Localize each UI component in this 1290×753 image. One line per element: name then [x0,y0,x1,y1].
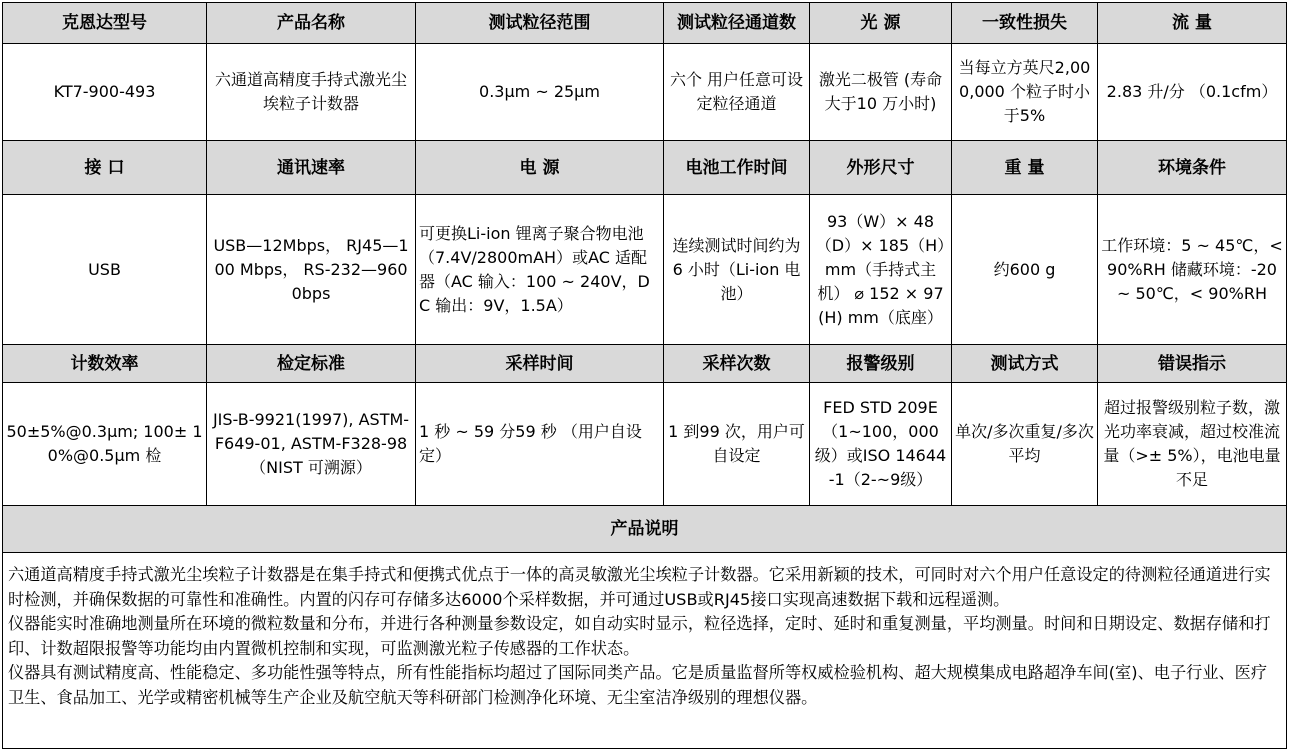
description-paragraph-1: 六通道高精度手持式激光尘埃粒子计数器是在集手持式和便携式优点于一体的高灵敏激光尘埃粒子计数器。它采用新颖的技术，可同时对六个用户任意设定的待测粒径通道进行实时检测，并确保数据的可靠性和准确性。内置的闪存可存储多达6000个采样数据，并可通过USB或RJ45接口实现高速数据下载和远程遥测。 [8,565,1271,609]
value-weight: 约600 g [952,195,1098,345]
description-body [3,553,1287,749]
value-row-2 [3,195,1287,345]
header-comm-speed: 通讯速率 [207,141,416,195]
header-interface: 接 口 [3,141,207,195]
value-power: 可更换Li-ion 锂离子聚合物电池（7.4V/2800mAH）或AC 适配器（AC 输入：100 ~ 240V，DC 输出：9V，1.5A） [416,195,664,345]
header-product-name: 产品名称 [207,3,416,44]
header-battery-time: 电池工作时间 [664,141,810,195]
header-channel-count: 测试粒径通道数 [664,3,810,44]
value-test-mode: 单次/多次重复/多次平均 [952,383,1098,506]
header-row-2 [3,141,1287,195]
value-coincidence-loss: 当每立方英尺2,000,000 个粒子时小于5% [952,44,1098,141]
header-row-1 [3,3,1287,44]
value-alarm-level: FED STD 209E （1~100，000级）或ISO 14644-1（2-~9级） [810,383,952,506]
description-paragraph-2: 仪器能实时准确地测量所在环境的微粒数量和分布，并进行各种测量参数设定，如自动实时显示，粒径选择，定时、延时和重复测量，平均测量。时间和日期设定、数据存储和打印、计数超限报警等功能均由内置微机控制和实现，可监测激光粒子传感器的工作状态。 [8,614,1271,658]
spec-table [2,2,1287,749]
value-flow-rate: 2.83 升/分 （0.1cfm） [1098,44,1287,141]
header-model: 克恩达型号 [3,3,207,44]
header-light-source: 光 源 [810,3,952,44]
value-row-3 [3,383,1287,506]
value-sample-count: 1 到99 次，用户可自设定 [664,383,810,506]
description-body-row [3,553,1287,749]
value-comm-speed: USB—12Mbps， RJ45—100 Mbps， RS-232—9600bps [207,195,416,345]
header-dimensions: 外形尺寸 [810,141,952,195]
value-battery-time: 连续测试时间约为 6 小时（Li-ion 电池） [664,195,810,345]
value-counting-efficiency: 50±5%@0.3μm; 100± 10%@0.5μm 检 [3,383,207,506]
value-model: KT7-900-493 [3,44,207,141]
value-light-source: 激光二极管 (寿命大于10 万小时) [810,44,952,141]
value-product-name: 六通道高精度手持式激光尘埃粒子计数器 [207,44,416,141]
header-flow-rate: 流 量 [1098,3,1287,44]
header-row-3 [3,345,1287,383]
value-error-indication: 超过报警级别粒子数，激光功率衰减，超过校准流量（>± 5%），电池电量不足 [1098,383,1287,506]
value-interface: USB [3,195,207,345]
description-paragraph-3: 仪器具有测试精度高、性能稳定、多功能性强等特点，所有性能指标均超过了国际同类产品。它是质量监督所等权威检验机构、超大规模集成电路超净车间(室)、电子行业、医疗卫生、食品加工、光学或精密机械等生产企业及航空航天等科研部门检测净化环境、无尘室洁净级别的理想仪器。 [8,663,1268,707]
header-sample-count: 采样次数 [664,345,810,383]
header-coincidence-loss: 一致性损失 [952,3,1098,44]
value-sample-time: 1 秒 ~ 59 分59 秒 （用户自设定） [416,383,664,506]
header-environment: 环境条件 [1098,141,1287,195]
header-weight: 重 量 [952,141,1098,195]
header-test-mode: 测试方式 [952,345,1098,383]
header-sample-time: 采样时间 [416,345,664,383]
header-power: 电 源 [416,141,664,195]
header-alarm-level: 报警级别 [810,345,952,383]
header-calibration-standard: 检定标准 [207,345,416,383]
value-size-range: 0.3μm ~ 25μm [416,44,664,141]
value-calibration-standard: JIS-B-9921(1997), ASTM-F649-01, ASTM-F328-98 （NIST 可溯源） [207,383,416,506]
header-counting-efficiency: 计数效率 [3,345,207,383]
value-environment: 工作环境：5 ~ 45℃，< 90%RH 储藏环境：-20 ~ 50℃，< 90%RH [1098,195,1287,345]
header-size-range: 测试粒径范围 [416,3,664,44]
value-dimensions: 93（W）× 48（D）× 185（H）mm（手持式主机） ⌀ 152 × 97 (H) mm（底座） [810,195,952,345]
description-title: 产品说明 [3,506,1287,553]
value-channel-count: 六个 用户任意可设定粒径通道 [664,44,810,141]
description-header-row [3,506,1287,553]
value-row-1 [3,44,1287,141]
header-error-indication: 错误指示 [1098,345,1287,383]
